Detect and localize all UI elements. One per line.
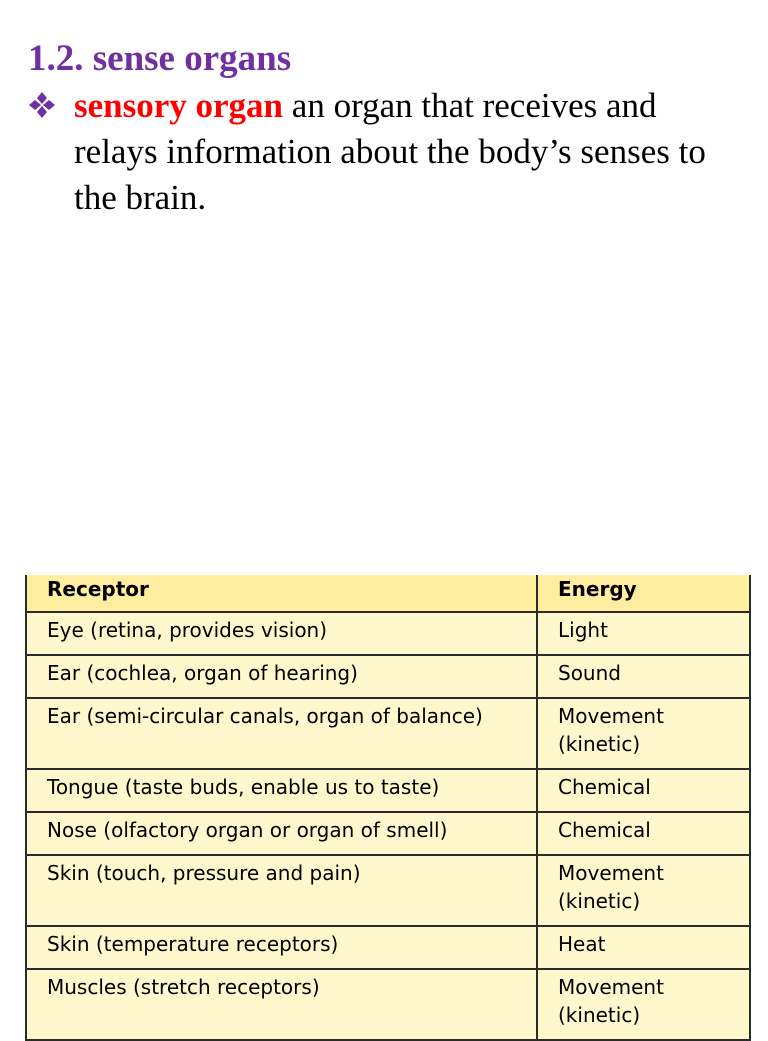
table-row [26, 855, 750, 926]
receptor-cell: Ear (semi-circular canals, organ of balance) [26, 698, 537, 769]
receptor-cell: Muscles (stretch receptors) [26, 969, 537, 1040]
receptor-cell: Skin (temperature receptors) [26, 926, 537, 969]
energy-cell: Chemical [537, 769, 750, 812]
definition-term: sensory organ [74, 86, 284, 125]
definition-body: an organ that receives and relays information about the body’s senses to the brain. [74, 86, 706, 217]
receptor-cell: Tongue (taste buds, enable us to taste) [26, 769, 537, 812]
receptor-cell: Skin (touch, pressure and pain) [26, 855, 537, 926]
energy-cell: Heat [537, 926, 750, 969]
slide-heading: 1.2. sense organs [28, 38, 292, 79]
table-header-row [26, 575, 750, 612]
column-header-receptor: Receptor [26, 575, 537, 612]
energy-cell: Movement (kinetic) [537, 698, 750, 769]
energy-cell: Movement (kinetic) [537, 969, 750, 1040]
receptor-cell: Nose (olfactory organ or organ of smell) [26, 812, 537, 855]
energy-cell: Sound [537, 655, 750, 698]
table-row [26, 655, 750, 698]
definition-text [74, 83, 748, 221]
table-row [26, 812, 750, 855]
table-row [26, 969, 750, 1040]
table-row [26, 926, 750, 969]
column-header-energy: Energy [537, 575, 750, 612]
table-row [26, 612, 750, 655]
receptor-cell: Eye (retina, provides vision) [26, 612, 537, 655]
table-row [26, 769, 750, 812]
definition-bullet [28, 83, 748, 221]
energy-cell: Movement (kinetic) [537, 855, 750, 926]
receptor-cell: Ear (cochlea, organ of hearing) [26, 655, 537, 698]
receptor-energy-table [25, 575, 751, 1041]
energy-cell: Light [537, 612, 750, 655]
table-row [26, 698, 750, 769]
energy-cell: Chemical [537, 812, 750, 855]
four-diamond-bullet-icon [28, 91, 56, 119]
